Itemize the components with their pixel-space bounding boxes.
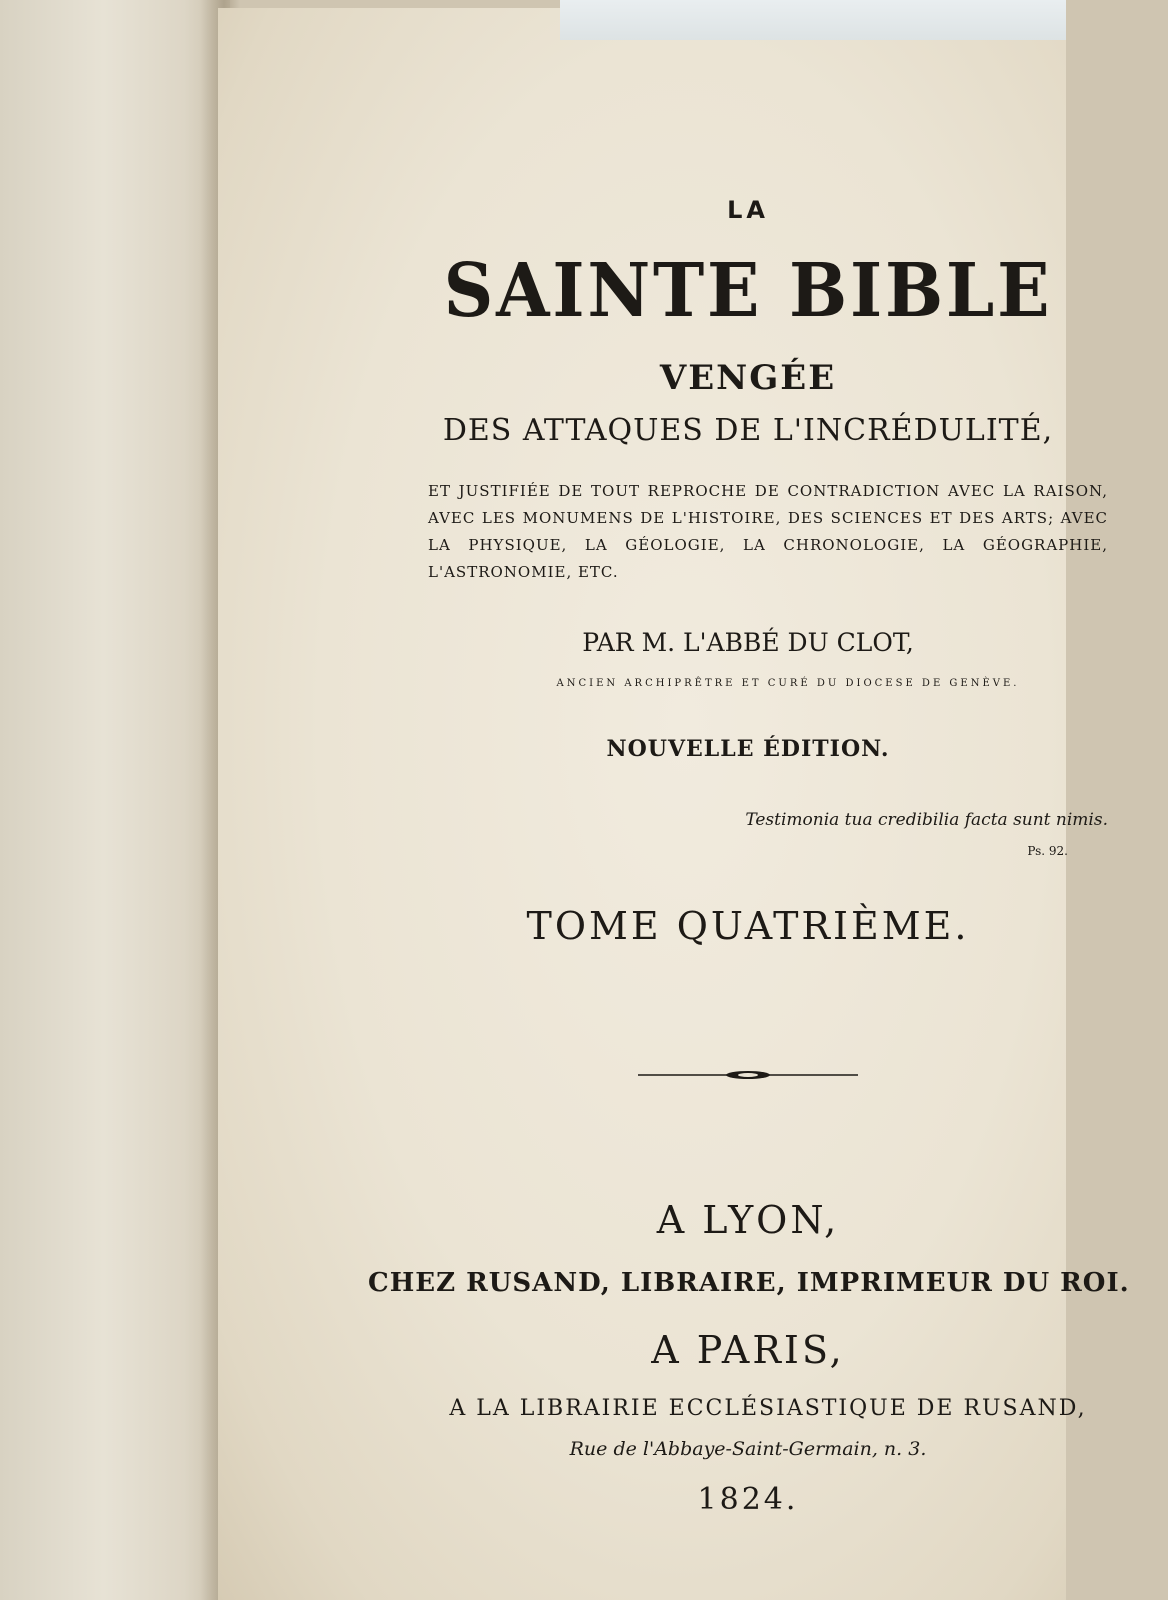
background-strip <box>560 0 1066 40</box>
publisher-paris: A LA LIBRAIRIE ECCLÉSIASTIQUE DE RUSAND, <box>449 1396 1087 1421</box>
publisher-lyon: CHEZ RUSAND, LIBRAIRE, IMPRIMEUR DU ROI. <box>368 1268 1130 1298</box>
publisher-address: Rue de l'Abbaye-Saint-Germain, n. 3. <box>569 1438 927 1460</box>
motto-reference: Ps. 92. <box>1027 844 1068 858</box>
publication-year: 1824. <box>697 1482 799 1517</box>
description-paragraph: ET JUSTIFIÉE DE TOUT REPROCHE DE CONTRADICTION AVEC LA RAISON, AVEC LES MONUMENS DE L'HISTOIRE, DES SCIENCES ET DES ARTS; AVEC LA PHYSIQUE, LA GÉOLOGIE, LA CHRONOLOGIE, LA GÉOGRAPHIE, L'ASTRONOMIE, ETC. <box>428 482 1108 581</box>
subtitle-vengee: VENGÉE <box>659 358 837 398</box>
ornament-divider <box>638 1068 858 1082</box>
motto-quote: Testimonia tua credibilia facta sunt nimis. <box>745 810 1108 830</box>
subtitle-attaques: DES ATTAQUES DE L'INCRÉDULITÉ, <box>442 413 1054 448</box>
city-paris: A PARIS, <box>651 1328 845 1372</box>
author-title: ANCIEN ARCHIPRÊTRE ET CURÉ DU DIOCESE DE GENÈVE. <box>556 678 1020 689</box>
book-title: SAINTE BIBLE <box>443 248 1053 334</box>
author-line: PAR M. L'ABBÉ DU CLOT, <box>582 628 914 657</box>
title-page <box>218 8 1130 1600</box>
left-page-edge <box>0 0 230 1600</box>
article-la: LA <box>727 196 769 224</box>
volume-line: TOME QUATRIÈME. <box>526 904 970 948</box>
city-lyon: A LYON, <box>656 1198 840 1242</box>
edition-line: NOUVELLE ÉDITION. <box>606 736 890 762</box>
